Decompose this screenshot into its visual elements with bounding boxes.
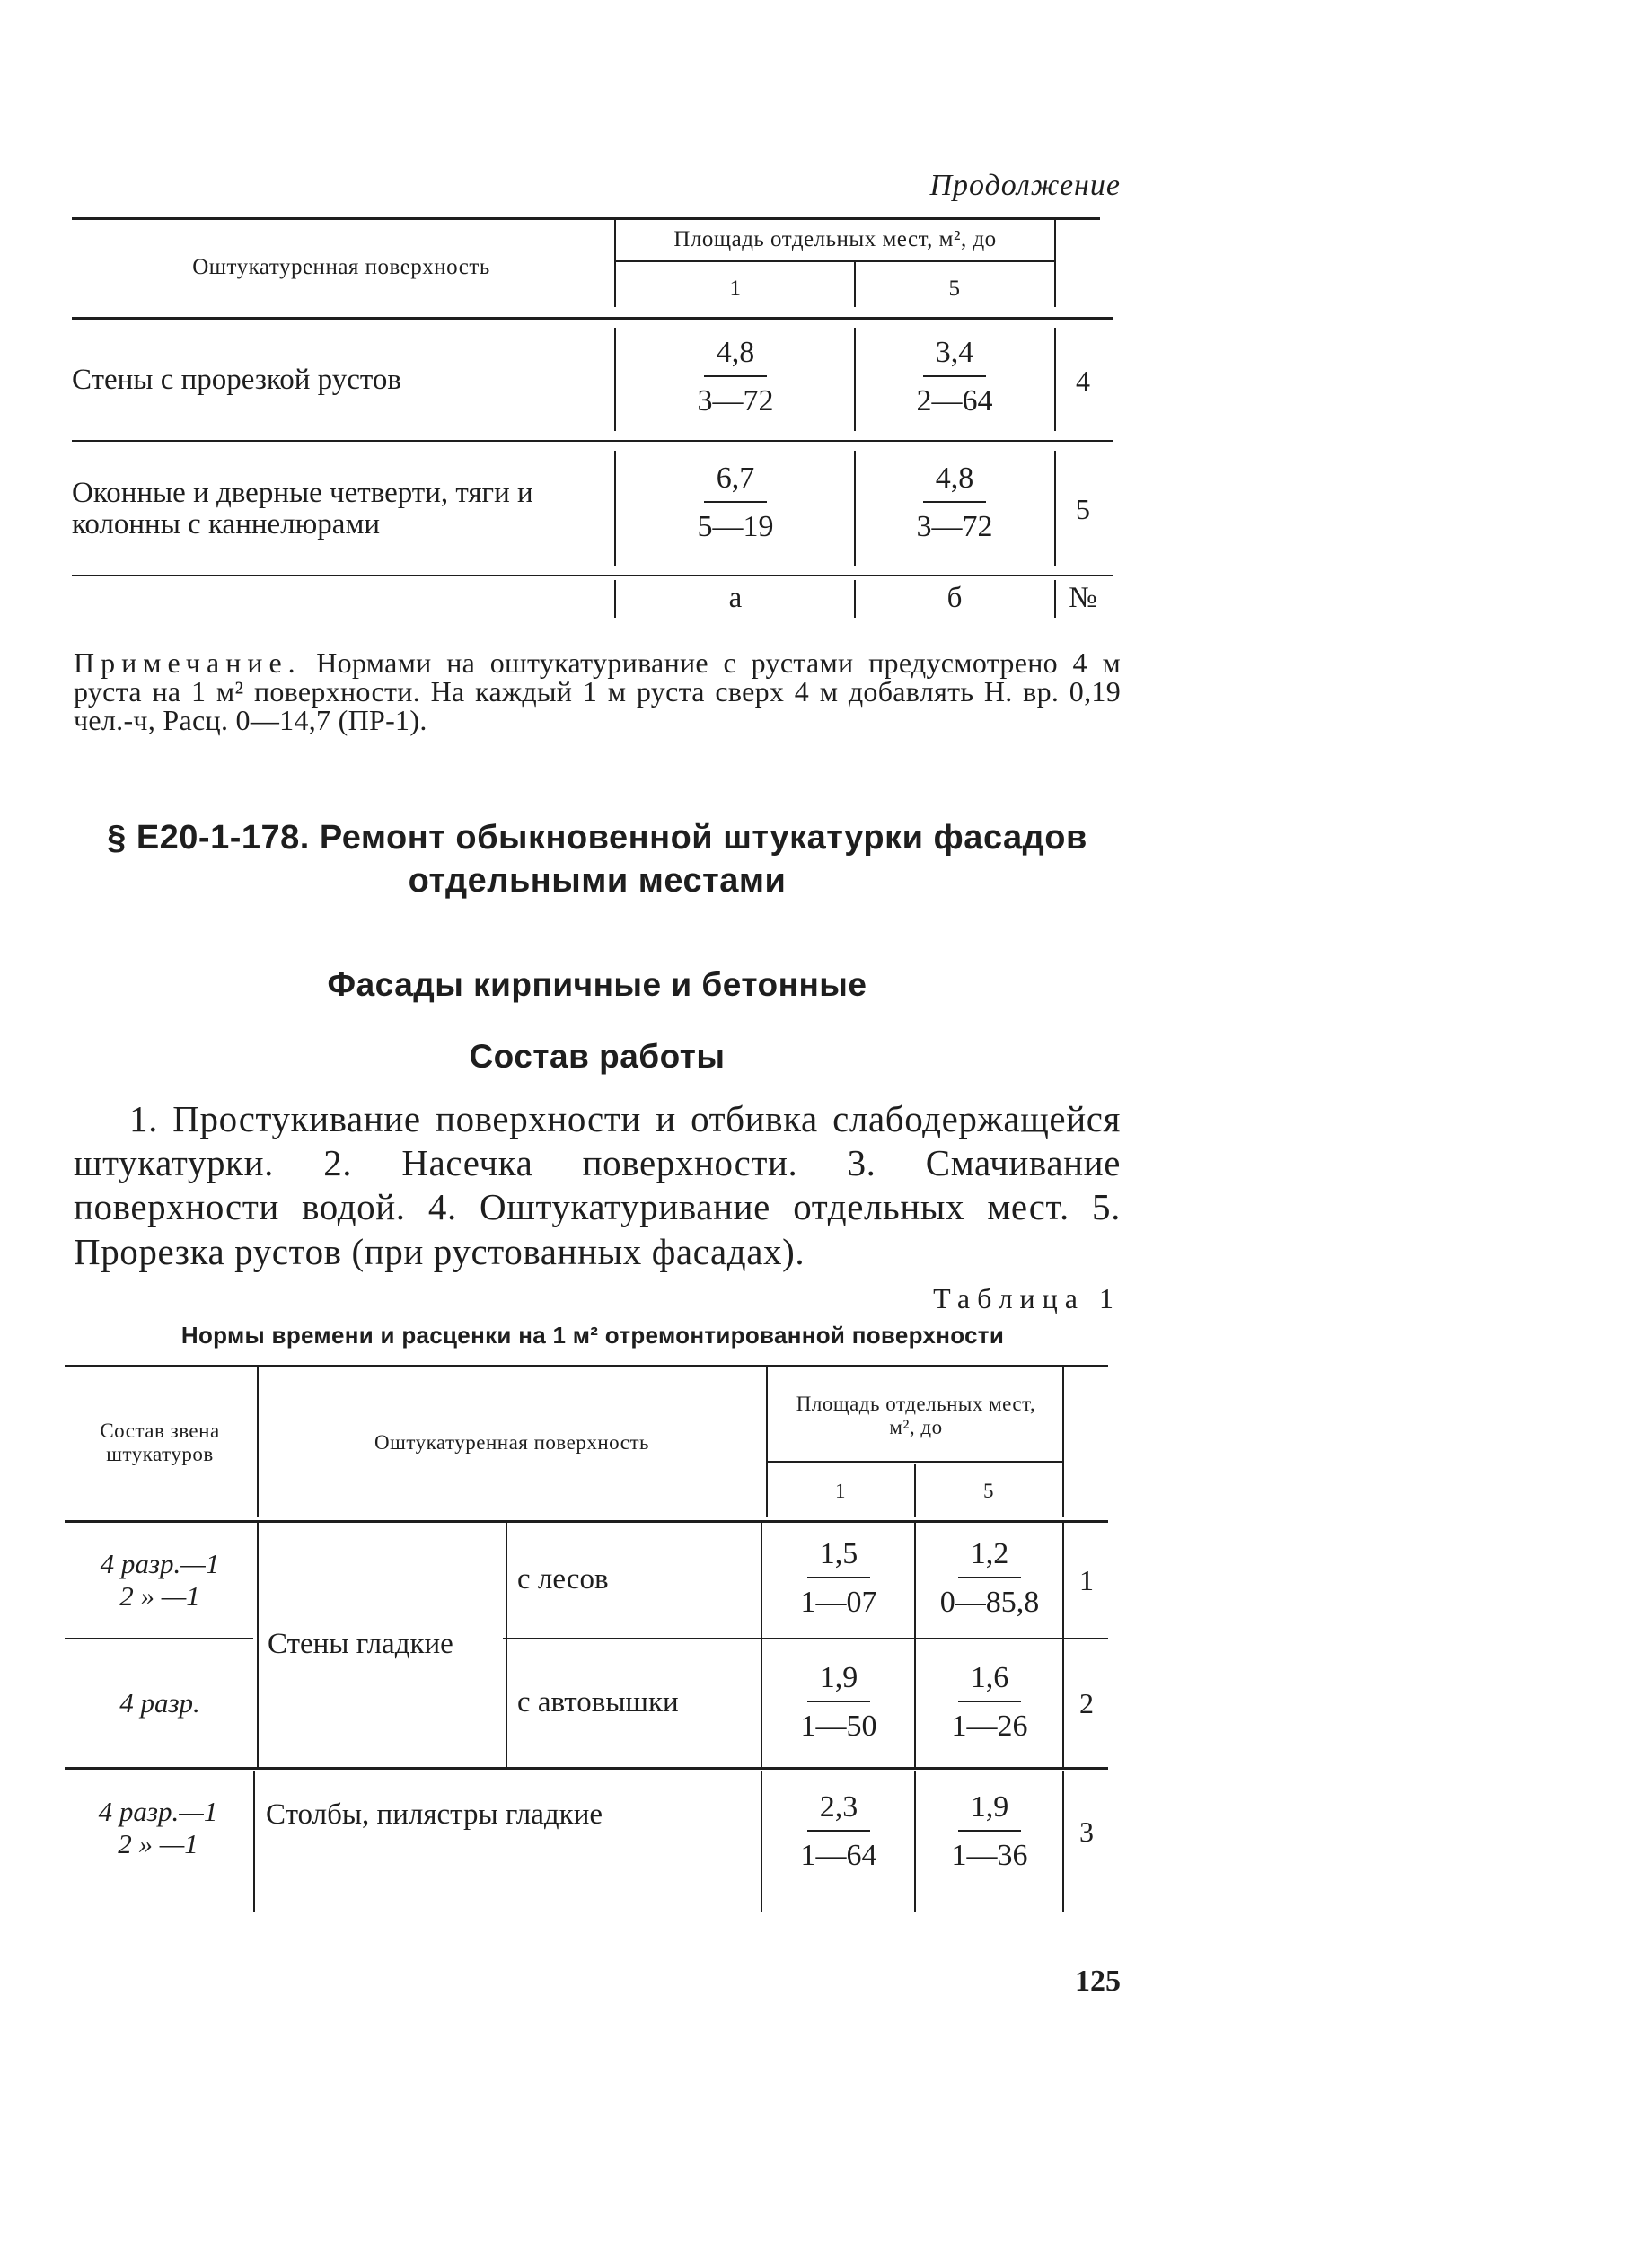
rate-fraction bbox=[918, 1661, 1061, 1744]
rate-price: 5—19 bbox=[697, 510, 774, 543]
row-number: 4 bbox=[1076, 364, 1090, 397]
rate-price: 1—50 bbox=[800, 1710, 877, 1743]
row-label: Стены с прорезкой рустов bbox=[72, 364, 401, 397]
header-crew: Состав звена штукатуров bbox=[100, 1419, 220, 1465]
table-label: Таблица 1 bbox=[933, 1282, 1121, 1314]
crew-composition bbox=[66, 1792, 250, 1864]
rate-price: 2—64 bbox=[916, 384, 993, 418]
rate-price: 3—72 bbox=[697, 384, 774, 418]
header-area: Площадь отдельных мест, м², до bbox=[796, 1392, 1036, 1438]
time-norm: 4,8 bbox=[923, 462, 987, 503]
row-number: 3 bbox=[1079, 1815, 1094, 1848]
header-surface: Оштукатуренная поверхность bbox=[192, 255, 490, 280]
rate-price: 1—64 bbox=[800, 1839, 877, 1872]
note-text: Нормами на оштукатуривание с рустами предусмотрено 4 м руста на 1 м² поверхности. На каждый 1 м руста сверх 4 м добавлять Н. вр. 0,19 чел.-ч, Расц. 0—14,7 (ПР-1). bbox=[74, 646, 1121, 736]
crew-composition bbox=[66, 1525, 253, 1636]
header-col-5: 5 bbox=[948, 276, 961, 301]
time-norm: 2,3 bbox=[807, 1790, 871, 1832]
rate-fraction bbox=[764, 1661, 913, 1744]
time-norm: 3,4 bbox=[923, 336, 987, 377]
rate-fraction bbox=[764, 1790, 913, 1873]
note-lead: Примечание. bbox=[74, 646, 302, 679]
group-smooth-walls: Стены гладкие bbox=[268, 1628, 453, 1661]
crew-line: 2 » —1 bbox=[118, 1828, 198, 1859]
method-label: с лесов bbox=[517, 1563, 609, 1596]
rate-price: 0—85,8 bbox=[939, 1586, 1040, 1619]
rate-price: 1—07 bbox=[800, 1586, 877, 1619]
rate-fraction bbox=[918, 1537, 1061, 1620]
subheading: Фасады кирпичные и бетонные bbox=[327, 966, 867, 1003]
rate-price: 1—36 bbox=[951, 1839, 1028, 1872]
header-col-1: 1 bbox=[729, 276, 742, 301]
footer-b: б bbox=[946, 582, 963, 615]
method-label: с автовышки bbox=[517, 1686, 679, 1719]
page-number: 125 bbox=[1075, 1965, 1121, 1998]
header-area: Площадь отдельных мест, м², до bbox=[673, 226, 997, 251]
footer-a: а bbox=[728, 582, 743, 615]
footer-number: № bbox=[1069, 582, 1097, 615]
continuation-label: Продолжение bbox=[929, 169, 1121, 202]
row-number: 5 bbox=[1076, 492, 1090, 525]
header-col-1: 1 bbox=[835, 1479, 846, 1502]
rate-fraction bbox=[618, 462, 853, 544]
rate-fraction bbox=[618, 336, 853, 418]
rate-price: 3—72 bbox=[916, 510, 993, 543]
header-col-5: 5 bbox=[983, 1479, 994, 1502]
rate-price: 1—26 bbox=[951, 1710, 1028, 1743]
time-norm: 1,9 bbox=[958, 1790, 1022, 1832]
rate-fraction bbox=[857, 336, 1052, 418]
time-norm: 1,9 bbox=[807, 1661, 871, 1702]
crew-line: 4 разр.—1 bbox=[100, 1548, 220, 1580]
time-norm: 1,6 bbox=[958, 1661, 1022, 1702]
header-surface: Оштукатуренная поверхность bbox=[374, 1430, 649, 1454]
section-title: § Е20-1-178. Ремонт обыкновенной штукатурки фасадов отдельными местами bbox=[107, 819, 1087, 900]
rate-fraction bbox=[857, 462, 1052, 544]
rate-fraction bbox=[918, 1790, 1061, 1873]
table-caption: Нормы времени и расценки на 1 м² отремонтированной поверхности bbox=[180, 1322, 1005, 1349]
row-label: Оконные и дверные четверти, тяги и колонны с каннелюрами bbox=[72, 477, 533, 541]
work-text: 1. Простукивание поверхности и отбивка слабодержащейся штукатурки. 2. Насечка поверхности. 3. Смачивание поверхности водой. 4. Оштукатуривание отдельных мест. 5. Прорезка рустов (при рустованных фасадах). bbox=[74, 1098, 1121, 1272]
crew-line: 2 » —1 bbox=[119, 1580, 200, 1612]
time-norm: 6,7 bbox=[704, 462, 768, 503]
work-heading: Состав работы bbox=[469, 1038, 726, 1075]
surface-label: Столбы, пилястры гладкие bbox=[266, 1798, 603, 1832]
rate-fraction bbox=[764, 1537, 913, 1620]
row-number: 1 bbox=[1079, 1563, 1094, 1596]
note bbox=[74, 648, 1121, 734]
row-number: 2 bbox=[1079, 1686, 1094, 1719]
time-norm: 1,5 bbox=[807, 1537, 871, 1578]
crew-line: 4 разр.—1 bbox=[98, 1796, 218, 1828]
time-norm: 4,8 bbox=[704, 336, 768, 377]
time-norm: 1,2 bbox=[958, 1537, 1022, 1578]
crew-line: 4 разр. bbox=[119, 1687, 200, 1719]
crew-composition bbox=[66, 1641, 253, 1765]
